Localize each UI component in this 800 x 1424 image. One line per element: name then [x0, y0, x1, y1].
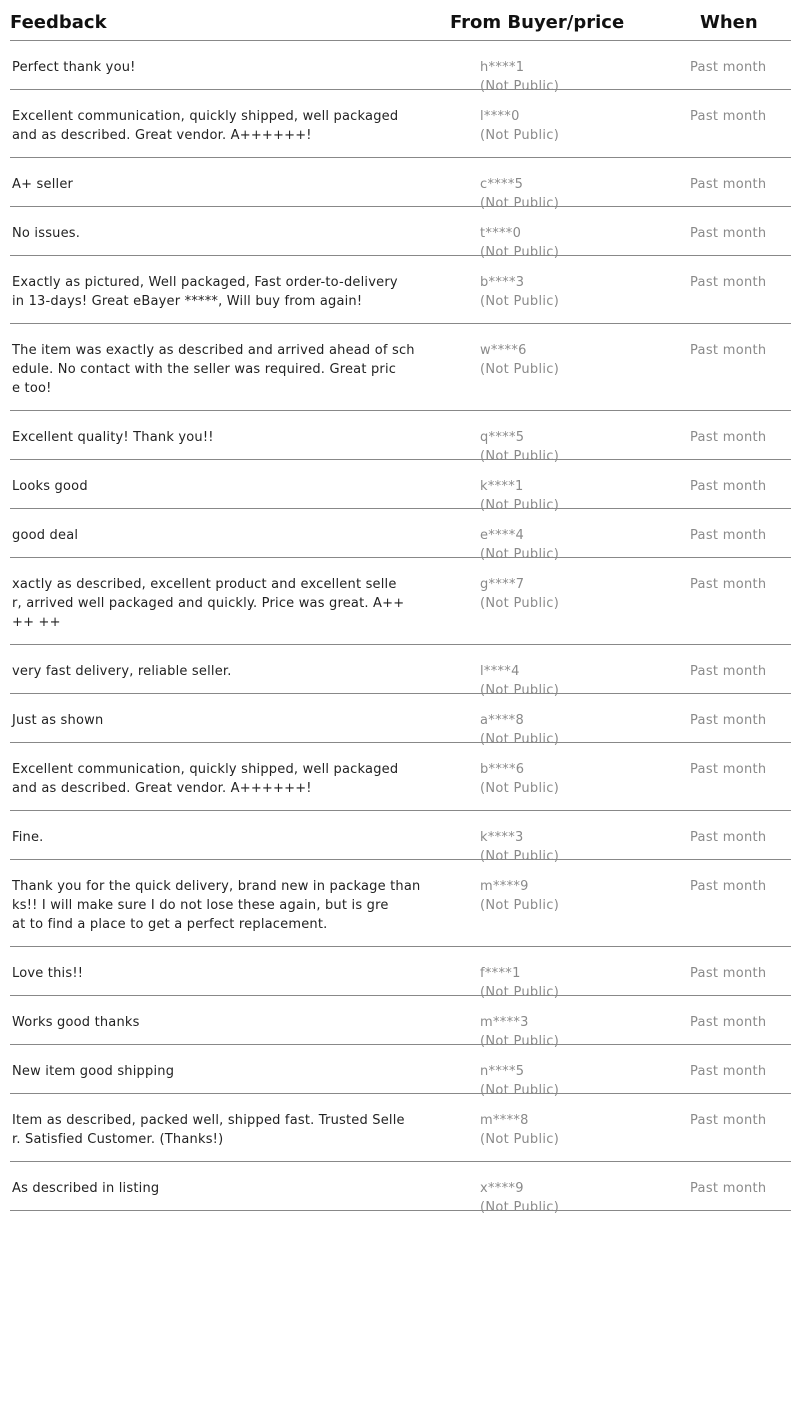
feedback-comment: Fine.: [12, 830, 44, 845]
buyer-price: (Not Public): [480, 449, 560, 464]
feedback-comment: xactly as described, excellent product and excellent selle r, arrived well packaged and quickly. Price was great. A++ ++ ++: [12, 577, 405, 630]
table-row: [10, 158, 791, 211]
feedback-when: Past month: [690, 275, 767, 290]
feedback-comment: Thank you for the quick delivery, brand new in package than ks!! I will make sure I do not lose these again, but is gre at to find a place to get a perfect replacement.: [12, 879, 421, 932]
feedback-when: Past month: [690, 430, 767, 445]
feedback-comment: good deal: [12, 528, 79, 543]
when-column-header: When: [700, 12, 758, 33]
buyer-name: t****0: [480, 226, 522, 241]
buyer-name: m****3: [480, 1015, 529, 1030]
buyer-price: (Not Public): [480, 245, 560, 260]
buyer-name: e****4: [480, 528, 525, 543]
buyer-name: c****5: [480, 177, 524, 192]
buyer-price: (Not Public): [480, 294, 560, 309]
buyer-price: (Not Public): [480, 128, 560, 143]
feedback-when: Past month: [690, 577, 767, 592]
feedback-when: Past month: [690, 762, 767, 777]
buyer-name: n****5: [480, 1064, 525, 1079]
buyer-price: (Not Public): [480, 1200, 560, 1215]
table-row: [10, 256, 791, 324]
feedback-rows: [10, 41, 791, 1215]
feedback-when: Past month: [690, 879, 767, 894]
buyer-price: (Not Public): [480, 1132, 560, 1147]
feedback-comment: very fast delivery, reliable seller.: [12, 664, 232, 679]
feedback-comment: No issues.: [12, 226, 81, 241]
feedback-comment: Works good thanks: [12, 1015, 140, 1030]
buyer-price: (Not Public): [480, 79, 560, 94]
buyer-name: g****7: [480, 577, 525, 592]
feedback-comment: Just as shown: [12, 713, 104, 728]
buyer-cell: [480, 575, 559, 613]
table-row: [10, 558, 791, 645]
buyer-cell: [480, 273, 559, 311]
table-row: [10, 645, 791, 698]
table-row: [10, 411, 791, 464]
feedback-comment: The item was exactly as described and arrived ahead of sch edule. No contact with the seller was required. Great pric e too!: [12, 343, 415, 396]
buyer-cell: [480, 1179, 559, 1217]
table-row: [10, 694, 791, 747]
feedback-comment: Exactly as pictured, Well packaged, Fast order-to-delivery in 13-days! Great eBayer *****, Will buy from again!: [12, 275, 398, 309]
buyer-price: (Not Public): [480, 196, 560, 211]
table-row: [10, 743, 791, 811]
buyer-price: (Not Public): [480, 547, 560, 562]
feedback-when: Past month: [690, 109, 767, 124]
buyer-price: (Not Public): [480, 849, 560, 864]
buyer-name: b****3: [480, 275, 525, 290]
table-header: [10, 0, 791, 41]
feedback-when: Past month: [690, 664, 767, 679]
buyer-name: f****1: [480, 966, 521, 981]
buyer-name: x****9: [480, 1181, 524, 1196]
feedback-table: [10, 0, 791, 1215]
table-row: [10, 811, 791, 864]
table-row: [10, 509, 791, 562]
feedback-when: Past month: [690, 479, 767, 494]
table-row: [10, 1045, 791, 1098]
feedback-when: Past month: [690, 528, 767, 543]
buyer-name: m****9: [480, 879, 529, 894]
buyer-name: h****1: [480, 60, 525, 75]
buyer-name: l****0: [480, 109, 520, 124]
buyer-cell: [480, 341, 559, 379]
table-row: [10, 996, 791, 1049]
feedback-comment: Love this!!: [12, 966, 84, 981]
buyer-name: k****3: [480, 830, 524, 845]
buyer-price: (Not Public): [480, 1083, 560, 1098]
buyer-price: (Not Public): [480, 362, 560, 377]
table-row: [10, 207, 791, 260]
buyer-price: (Not Public): [480, 596, 560, 611]
feedback-comment: As described in listing: [12, 1181, 160, 1196]
buyer-name: l****4: [480, 664, 520, 679]
buyer-cell: [480, 1111, 559, 1149]
buyer-cell: [480, 877, 559, 915]
feedback-when: Past month: [690, 966, 767, 981]
buyer-price: (Not Public): [480, 498, 560, 513]
feedback-when: Past month: [690, 1015, 767, 1030]
feedback-comment: Perfect thank you!: [12, 60, 136, 75]
buyer-name: k****1: [480, 479, 524, 494]
buyer-name: m****8: [480, 1113, 529, 1128]
feedback-when: Past month: [690, 177, 767, 192]
buyer-name: q****5: [480, 430, 525, 445]
feedback-when: Past month: [690, 226, 767, 241]
feedback-when: Past month: [690, 1064, 767, 1079]
table-row: [10, 324, 791, 411]
table-row: [10, 41, 791, 94]
buyer-column-header: From Buyer/price: [450, 12, 625, 33]
buyer-price: (Not Public): [480, 732, 560, 747]
table-row: [10, 1094, 791, 1162]
feedback-comment: Excellent communication, quickly shipped, well packaged and as described. Great vendor. A++++++!: [12, 762, 399, 796]
feedback-when: Past month: [690, 830, 767, 845]
feedback-comment: Looks good: [12, 479, 88, 494]
buyer-name: a****8: [480, 713, 525, 728]
feedback-comment: Item as described, packed well, shipped fast. Trusted Selle r. Satisfied Customer. (Thanks!): [12, 1113, 405, 1147]
feedback-comment: New item good shipping: [12, 1064, 175, 1079]
buyer-price: (Not Public): [480, 1034, 560, 1049]
feedback-when: Past month: [690, 343, 767, 358]
feedback-comment: Excellent communication, quickly shipped, well packaged and as described. Great vendor. A++++++!: [12, 109, 399, 143]
table-row: [10, 1162, 791, 1215]
buyer-price: (Not Public): [480, 898, 560, 913]
buyer-price: (Not Public): [480, 985, 560, 1000]
table-row: [10, 90, 791, 158]
feedback-when: Past month: [690, 60, 767, 75]
table-row: [10, 947, 791, 1000]
buyer-cell: [480, 107, 559, 145]
table-row: [10, 860, 791, 947]
buyer-name: w****6: [480, 343, 527, 358]
feedback-column-header: Feedback: [10, 12, 107, 33]
buyer-name: b****6: [480, 762, 525, 777]
feedback-when: Past month: [690, 1181, 767, 1196]
buyer-price: (Not Public): [480, 683, 560, 698]
buyer-price: (Not Public): [480, 781, 560, 796]
feedback-when: Past month: [690, 713, 767, 728]
buyer-cell: [480, 760, 559, 798]
feedback-comment: Excellent quality! Thank you!!: [12, 430, 214, 445]
feedback-when: Past month: [690, 1113, 767, 1128]
feedback-comment: A+ seller: [12, 177, 74, 192]
table-row: [10, 460, 791, 513]
